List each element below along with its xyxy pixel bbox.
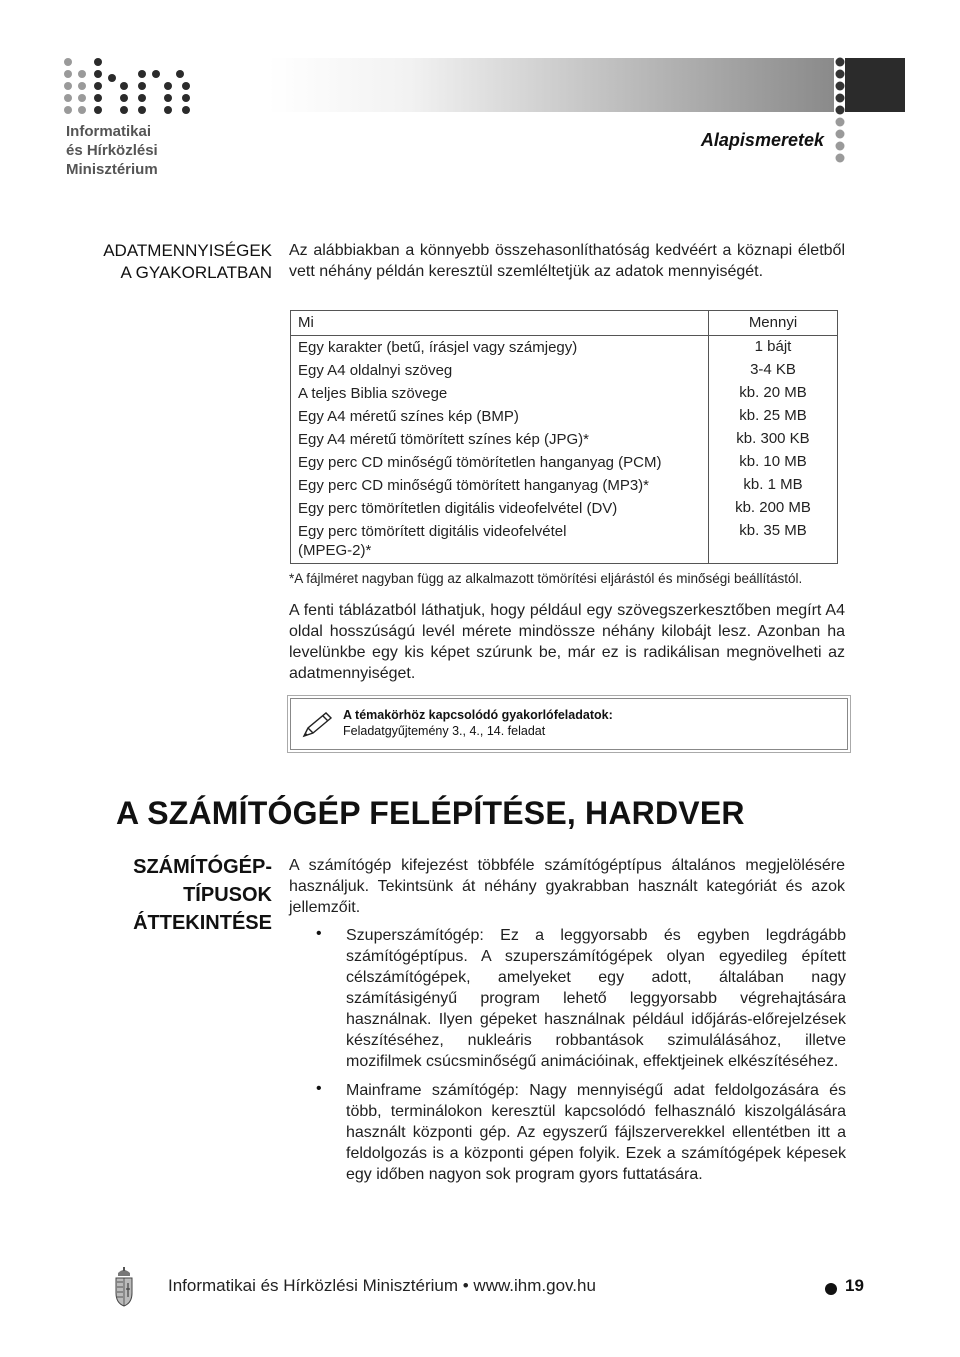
table-row — [291, 497, 837, 520]
cell-amount: kb. 25 MB — [739, 407, 807, 424]
cell-amount: kb. 10 MB — [739, 453, 807, 470]
side-heading-line: SZÁMÍTÓGÉP- — [133, 856, 272, 878]
table-row — [291, 405, 837, 428]
logo-line-3: Minisztérium — [66, 161, 158, 178]
cell-amount: kb. 20 MB — [739, 384, 807, 401]
cell-what: Egy perc CD minőségű tömörített hanganyag (MP3)* — [298, 477, 649, 494]
cell-what: A teljes Biblia szövege — [298, 385, 448, 402]
cell-what: Egy perc tömörített digitális videofelvétel (MPEG-2)* — [298, 523, 567, 559]
table-row — [291, 428, 837, 451]
coat-of-arms-icon — [112, 1267, 136, 1307]
bullet-item-mainframe: Mainframe számítógép: Nagy mennyiségű adat feldolgozására és több, terminálokon keresztül kapcsolódó felhasználó kiszolgálására használt központi gép. Az egyszerű fájlszerverekkel ellentétben itt a feldolgozás is a központi gépen folyik. Ezek a számítógépek képesek egy időben nagyon sok program gyors futtatására. — [346, 1082, 846, 1183]
header-gradient-stripe — [268, 58, 834, 112]
page-number-dot — [825, 1283, 837, 1295]
exercise-title: A témakörhöz kapcsolódó gyakorlófeladatok: — [343, 708, 613, 722]
footer-text: Informatikai és Hírközlési Minisztérium • www.ihm.gov.hu — [168, 1276, 596, 1295]
table-body — [291, 336, 837, 560]
table-row — [291, 474, 837, 497]
cell-what: Egy karakter (betű, írásjel vagy számjegy) — [298, 339, 578, 356]
cell-what: Egy A4 méretű tömörített színes kép (JPG)* — [298, 431, 589, 448]
column-header-what: Mi — [298, 314, 314, 331]
table-row — [291, 451, 837, 474]
ministry-logo — [62, 56, 192, 116]
side-heading-line: A GYAKORLATBAN — [120, 263, 272, 282]
cell-what: Egy perc tömörítetlen digitális videofelvétel (DV) — [298, 500, 618, 517]
paragraph-2: A fenti táblázatból láthatjuk, hogy például egy szövegszerkesztőben megírt A4 oldal hosszúságú levél mérete mindössze néhány kilobájt lesz. Azonban ha levelünkbe egy kis képet szúrunk be, már ez is radikálisan megnövelheti az adatmennyiséget. — [289, 602, 845, 682]
table-footnote: *A fájlméret nagyban függ az alkalmazott tömörítési eljárástól és minőségi beállítástól. — [289, 571, 803, 586]
header-dark-bar — [845, 58, 905, 112]
intro-paragraph: Az alábbiakban a könnyebb összehasonlíthatóság kedvéért a köznapi életből vett néhány példán keresztül szemléltetjük az adatok mennyiségét. — [289, 242, 845, 280]
exercise-reference: Feladatgyűjtemény 3., 4., 14. feladat — [343, 724, 546, 738]
side-heading-line: TÍPUSOK — [183, 884, 272, 906]
side-heading-line: ADATMENNYISÉGEK — [103, 241, 272, 260]
cell-amount: kb. 35 MB — [739, 522, 807, 539]
side-heading-data-amounts — [103, 240, 272, 284]
logo-line-2: és Hírközlési — [66, 142, 158, 159]
bullet-item-supercomputer: Szuperszámítógép: Ez a leggyorsabb és egyben legdrágább számítógéptípus. A szuperszámítógépek olyan egyedileg épített célszámítógépek, amelyeket egy adott, általában nagy számításigényű program lehető leggyorsabb végrehajtására használnak. Ilyen gépeket használnak például időjárás-előrejelzések készítéséhez, nukleáris robbantások szimulálásához, illetve mozifilmek csúcsminőségű animációinak, effektjeinek elkészítéséhez. — [346, 927, 846, 1070]
cell-amount: kb. 1 MB — [743, 476, 803, 493]
cell-amount: kb. 200 MB — [735, 499, 811, 516]
cell-amount: kb. 300 KB — [736, 430, 810, 447]
section-title: Alapismeretek — [700, 130, 824, 150]
cell-amount: 1 bájt — [754, 338, 792, 355]
side-heading-line: ÁTTEKINTÉSE — [133, 912, 272, 934]
page-number: 19 — [845, 1276, 864, 1295]
side-heading-computer-types — [133, 853, 272, 937]
table-row — [291, 382, 837, 405]
bullet-icon: • — [316, 925, 322, 942]
table-header-row — [291, 311, 837, 336]
dot-column-decoration — [830, 56, 850, 168]
cell-what: Egy A4 oldalnyi szöveg — [298, 362, 453, 379]
bullet-icon: • — [316, 1080, 322, 1097]
table-row — [291, 336, 837, 359]
column-header-amount: Mennyi — [748, 314, 798, 331]
table-row — [291, 520, 837, 560]
table-row — [291, 359, 837, 382]
cell-what: Egy A4 méretű színes kép (BMP) — [298, 408, 519, 425]
data-amount-table — [290, 310, 838, 564]
cell-amount: 3-4 KB — [750, 361, 796, 378]
logo-line-1: Informatikai — [66, 123, 152, 140]
table-column-divider — [708, 310, 709, 564]
chapter-title: A SZÁMÍTÓGÉP FELÉPÍTÉSE, HARDVER — [116, 795, 745, 831]
paragraph-3: A számítógép kifejezést többféle számítógéptípus általános megjelölésére használjuk. Tekintsünk át néhány gyakrabban használt kategóriát és azok jellemzőit. — [289, 857, 845, 916]
pencil-icon — [300, 710, 334, 740]
cell-what: Egy perc CD minőségű tömörítetlen hanganyag (PCM) — [298, 454, 662, 471]
